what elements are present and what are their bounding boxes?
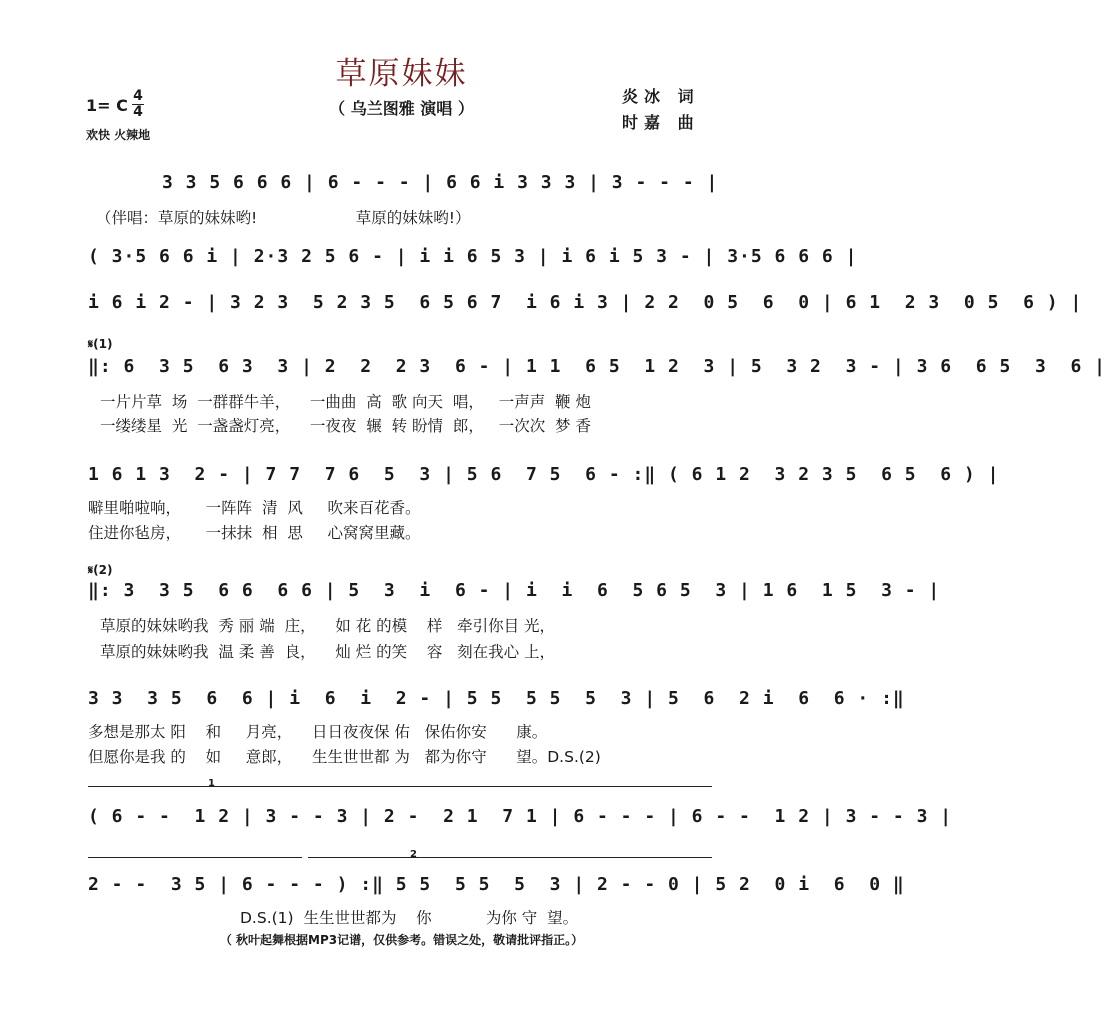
song-title: 草原妹妹: [335, 56, 468, 92]
lyrics-line-5a: 噼里啪啦响， 一阵阵 清 风 吹来百花香。: [88, 499, 421, 517]
transcription-footnote: （ 秋叶起舞根据MP3记谱，仅供参考。错误之处，敬请批评指正。）: [219, 933, 584, 947]
lyrics-line-4b: 一缕缕星 光 一盏盏灯亮， 一夜夜 辗 转 盼情 郎， 一次次 梦 香: [100, 417, 591, 435]
lyrics-line-7a: 多想是那太 阳 和 月亮， 日日夜夜保 佑 保佑你安 康。: [88, 723, 548, 741]
time-top: 4: [133, 88, 143, 104]
lyrics-line-4a: 一片片草 场 一群群牛羊， 一曲曲 高 歌 向天 唱， 一声声 鞭 炮: [100, 393, 591, 411]
score-line-7: 3 3 3 5 6 6 | i 6 i 2 - | 5 5 5 5 5 3 | 5 6 2 i 6 6 · :‖: [88, 688, 905, 709]
lyrics-line-9: D.S.(1) 生生世世都为 你 为你 守 望。: [240, 909, 579, 927]
score-line-4: ‖: 6 3 5 6 3 3 | 2 2 2 3 6 - | 1 1 6 5 1 2 3 | 5 3 2 3 - | 3 6 6 5 3 6 |: [88, 356, 1106, 377]
lyricist-credit: 炎冰 词: [622, 87, 700, 106]
score-line-1: 3 3 5 6 6 6 | 6 - - - | 6 6 i 3 3 3 | 3 - - - |: [162, 172, 719, 193]
lyrics-line-1: （伴唱：草原的妹妹哟! 草原的妹妹哟!）: [96, 209, 471, 227]
segno-marker-1: 𝄋(1): [88, 337, 113, 351]
key-signature: 1= C: [86, 96, 128, 115]
singer-credit: （ 乌兰图雅 演唱 ）: [329, 99, 474, 118]
time-bottom: 4: [133, 104, 143, 120]
lyrics-line-6a: 草原的妹妹哟我 秀 丽 端 庄， 如 花 的模 样 牵引你目 光，: [100, 617, 556, 635]
volta-number-2: 2: [410, 849, 417, 860]
volta-bracket-1: [88, 786, 712, 787]
lyrics-line-7b: 但愿你是我 的 如 意郎， 生生世世都 为 都为你守 望。D.S.(2): [88, 748, 601, 766]
time-signature: [132, 89, 144, 120]
composer-credit: 时嘉 曲: [622, 113, 700, 132]
tempo-marking: 欢快 火辣地: [86, 128, 151, 142]
score-line-5: 1 6 1 3 2 - | 7 7 7 6 5 3 | 5 6 7 5 6 - :‖ ( 6 1 2 3 2 3 5 6 5 6 ) |: [88, 464, 1000, 485]
score-line-8: ( 6 - - 1 2 | 3 - - 3 | 2 - 2 1 7 1 | 6 - - - | 6 - - 1 2 | 3 - - 3 |: [88, 806, 953, 827]
lyrics-line-6b: 草原的妹妹哟我 温 柔 善 良， 灿 烂 的笑 容 刻在我心 上，: [100, 643, 556, 661]
score-line-9: 2 - - 3 5 | 6 - - - ) :‖ 5 5 5 5 5 3 | 2 - - 0 | 5 2 0 i 6 0 ‖: [88, 874, 905, 895]
volta-bracket-2: [308, 857, 712, 858]
score-line-3: i 6 i 2 - | 3 2 3 5 2 3 5 6 5 6 7 i 6 i 3 | 2 2 0 5 6 0 | 6 1 2 3 0 5 6 ) |: [88, 292, 1083, 313]
volta-number-1: 1: [208, 778, 215, 789]
segno-marker-2: 𝄋(2): [88, 563, 113, 577]
score-line-2: ( 3·5 6 6 i | 2·3 2 5 6 - | i i 6 5 3 | i 6 i 5 3 - | 3·5 6 6 6 |: [88, 246, 858, 267]
lyrics-line-5b: 住进你毡房， 一抹抹 相 思 心窝窝里藏。: [88, 524, 421, 542]
score-line-6: ‖: 3 3 5 6 6 6 6 | 5 3 i 6 - | i i 6 5 6 5 3 | 1 6 1 5 3 - |: [88, 580, 941, 601]
volta-bracket-1b: [88, 857, 302, 858]
